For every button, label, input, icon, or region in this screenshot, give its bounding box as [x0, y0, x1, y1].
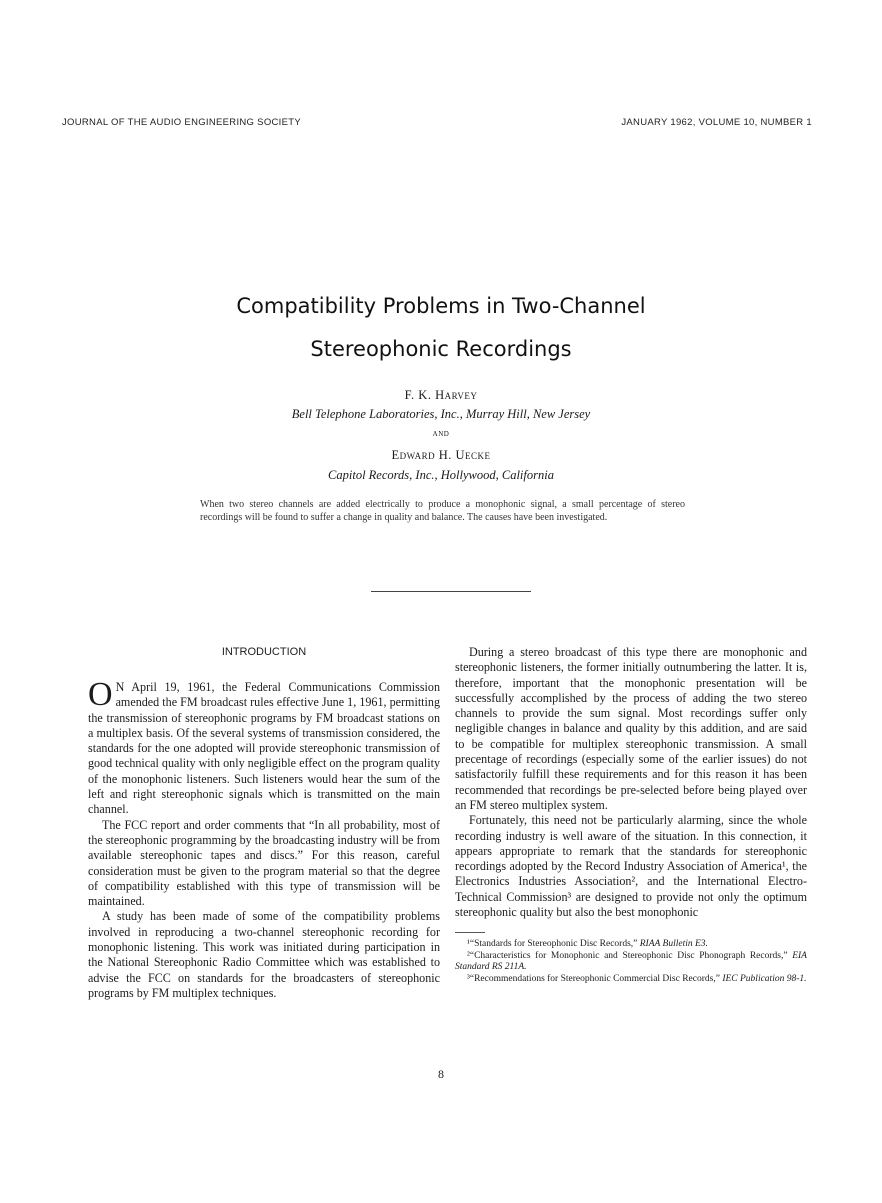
- footnote-1: ¹“Standards for Stereophonic Disc Records,” RIAA Bulletin E3.: [467, 939, 708, 950]
- footnote-3: ³“Recommendations for Stereophonic Commercial Disc Records,” IEC Publication 98-1.: [467, 973, 807, 984]
- footnote-rule: [455, 932, 485, 933]
- footnote-2: ²“Characteristics for Monophonic and Stereophonic Disc Phonograph Records,” EIA Standard RS 211A.: [455, 950, 807, 973]
- paper-title-line-2: Stereophonic Recordings: [310, 337, 572, 361]
- affiliation-2: Capitol Records, Inc., Hollywood, California: [328, 468, 554, 482]
- section-heading-introduction: INTRODUCTION: [221, 646, 307, 658]
- paper-title-line-1: Compatibility Problems in Two-Channel: [236, 294, 646, 318]
- drop-cap: O: [88, 676, 113, 713]
- running-head-issue: JANUARY 1962, VOLUME 10, NUMBER 1: [621, 117, 812, 128]
- section-divider: [371, 591, 531, 592]
- column-left: [88, 645, 440, 1001]
- column-right: [455, 645, 807, 985]
- paragraph-4: During a stereo broadcast of this type there are monophonic and stereophonic listeners, the former initially outnumbering the latter. It is, therefore, important that the monophonic presentation will be successfully accomplished by the process of adding the two stereo channels to provide the sum signal. Most recordings suffer only negligible changes in balance and quality by this addition, and are said to be compatible for multiplex stereophonic transmission. A small precentage of recordings (especially some of the earlier issues) do not satisfactorily fulfill these requirements and for this reason it has been recommended that recordings be pre-selected before being played over an FM stereo multiplex system.: [455, 645, 807, 812]
- paragraph-1-text: N April 19, 1961, the Federal Communications Commission amended the FM broadcast rules effective June 1, 1961, permitting the transmission of stereophonic programs by FM broadcast stations on a multiplex basis. Of the several systems of transmission considered, the standards for the one adopted will provide stereophonic transmission of good technical quality with only negligible effect on the program quality of the monophonic listeners. Such listeners would hear the sum of the left and right stereophonic signals which is transmitted on the main channel.: [88, 680, 440, 817]
- affiliation-1: Bell Telephone Laboratories, Inc., Murray Hill, New Jersey: [291, 407, 591, 421]
- paragraph-2: The FCC report and order comments that “In all probability, most of the stereophonic programming by the broadcasting industry will be from available stereophonic tapes and discs.” For this reason, careful consideration must be given to the program material so that the degree of compatibility established with this type of transmission will be maintained.: [88, 817, 440, 909]
- paragraph-1: [88, 676, 440, 818]
- paragraph-3: A study has been made of some of the compatibility problems involved in reproducing a two-channel stereophonic recording for monophonic listening. This work was initiated during participation in the National Stereophonic Radio Committee which was established to advise the FCC on standards for the broadcasters of stereophonic programs by FM multiplex techniques.: [88, 909, 440, 1000]
- paragraph-5: Fortunately, this need not be particularly alarming, since the whole recording industry is well aware of the situation. In this connection, it appears appropriate to remark that the standards for stereophonic recordings adopted by the Record Industry Association of America¹, the Electronics Industries Association², and the International Electro-Technical Commission³ are designed to provide not only the optimum stereophonic quality but also the best monophonic: [455, 813, 807, 920]
- abstract: When two stereo channels are added electrically to produce a monophonic signal, a small percentage of stereo recordings will be found to suffer a change in quality and balance. The causes have been investigated.: [200, 499, 685, 523]
- running-head-journal: JOURNAL OF THE AUDIO ENGINEERING SOCIETY: [62, 117, 301, 128]
- page-number: 8: [438, 1067, 444, 1081]
- author-conjunction: and: [432, 429, 450, 439]
- author-2: Edward H. Uecke: [391, 448, 491, 462]
- author-1: F. K. Harvey: [404, 388, 478, 402]
